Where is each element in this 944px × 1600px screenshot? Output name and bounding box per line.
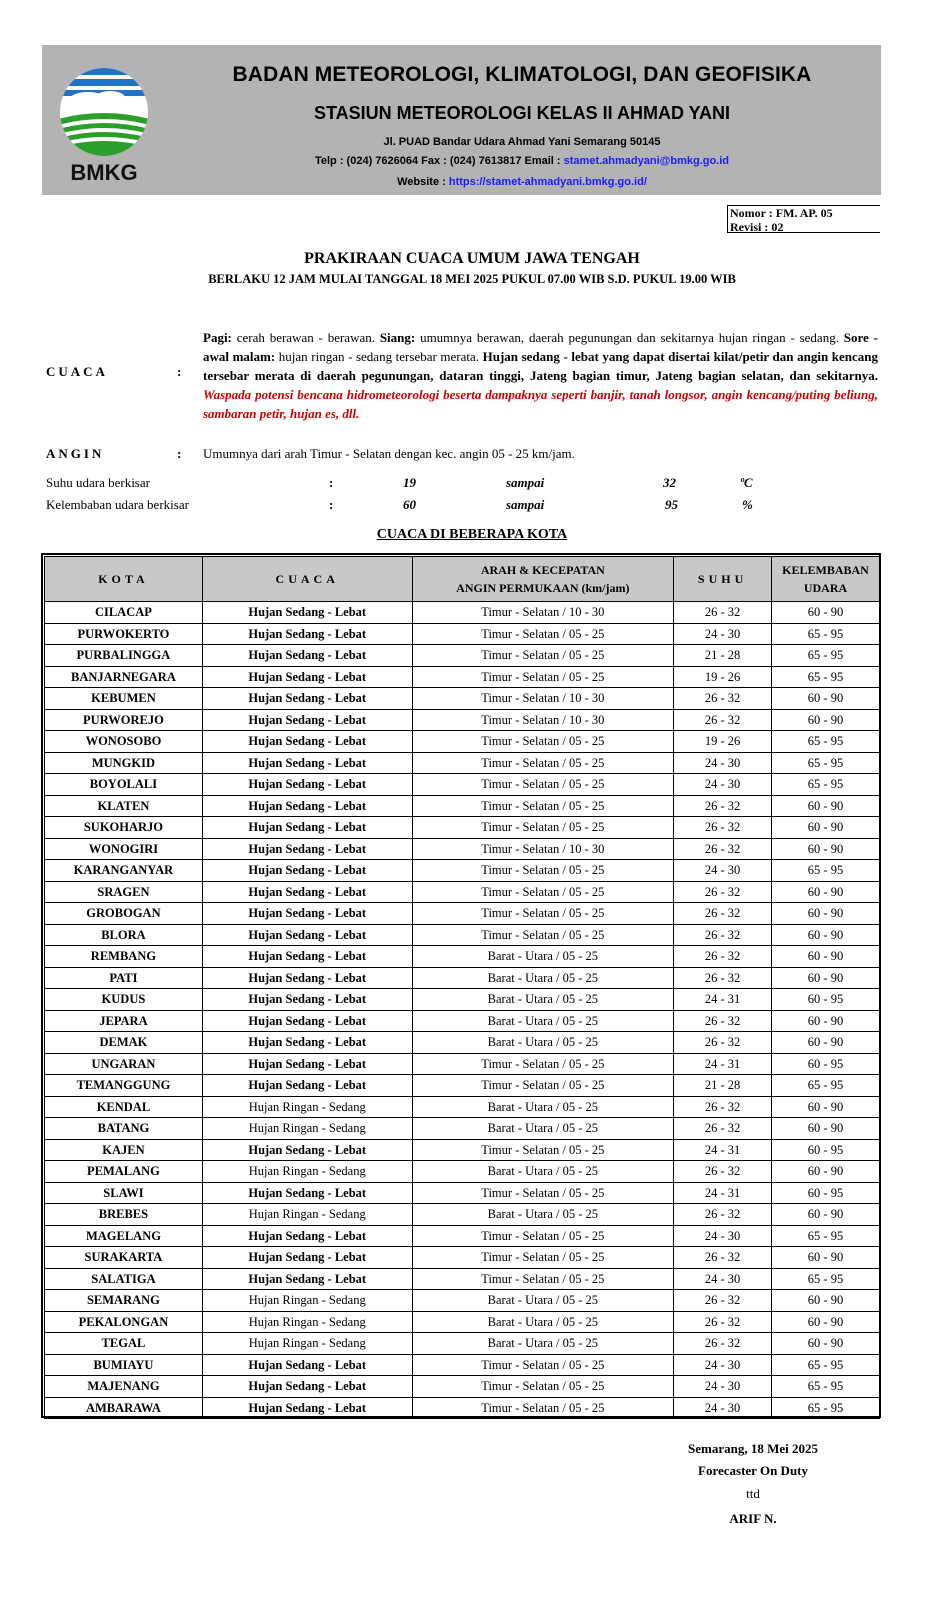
kelembaban-cell: 60 - 90 (772, 838, 880, 860)
suhu-cell: 26 - 32 (674, 795, 772, 817)
kelembaban-cell: 60 - 90 (772, 1290, 880, 1312)
angin-cell: Timur - Selatan / 05 - 25 (412, 903, 674, 925)
table-row (45, 709, 880, 731)
angin-cell: Barat - Utara / 05 - 25 (412, 1032, 674, 1054)
table-row (45, 1053, 880, 1075)
table-row (45, 817, 880, 839)
table-row (45, 1290, 880, 1312)
table-header-row (45, 557, 880, 602)
angin-cell: Timur - Selatan / 10 - 30 (412, 709, 674, 731)
section-title: CUACA DI BEBERAPA KOTA (376, 527, 568, 542)
bmkg-logo-icon (58, 67, 150, 187)
angin-label: ANGIN (46, 446, 105, 461)
header-cuaca: CUACA (202, 557, 412, 602)
angin-cell: Barat - Utara / 05 - 25 (412, 1290, 674, 1312)
suhu-cell: 26 - 32 (674, 1118, 772, 1140)
angin-cell: Timur - Selatan / 05 - 25 (412, 860, 674, 882)
suhu-cell: 26 - 32 (674, 817, 772, 839)
kota-cell: KAJEN (45, 1139, 203, 1161)
angin-colon: : (177, 446, 182, 461)
table-row (45, 795, 880, 817)
kelembaban-cell: 65 - 95 (772, 1354, 880, 1376)
angin-cell: Timur - Selatan / 05 - 25 (412, 881, 674, 903)
kelembaban-cell: 60 - 90 (772, 709, 880, 731)
kota-cell: KUDUS (45, 989, 203, 1011)
suhu-cell: 26 - 32 (674, 924, 772, 946)
kota-cell: SEMARANG (45, 1290, 203, 1312)
suhu-cell: 24 - 31 (674, 1139, 772, 1161)
table-row (45, 903, 880, 925)
kelembaban-colon: : (329, 497, 334, 512)
cuaca-cell: Hujan Sedang - Lebat (202, 1247, 412, 1269)
kelembaban-cell: 60 - 90 (772, 903, 880, 925)
cuaca-cell: Hujan Sedang - Lebat (202, 1268, 412, 1290)
suhu-label: Suhu udara berkisar (46, 475, 150, 490)
angin-cell: Timur - Selatan / 05 - 25 (412, 774, 674, 796)
cuaca-cell: Hujan Sedang - Lebat (202, 1139, 412, 1161)
sore-text: hujan ringan - sedang tersebar merata. (275, 349, 483, 364)
suhu-cell: 24 - 30 (674, 623, 772, 645)
cuaca-cell: Hujan Sedang - Lebat (202, 989, 412, 1011)
kelembaban-cell: 60 - 95 (772, 1139, 880, 1161)
angin-cell: Timur - Selatan / 05 - 25 (412, 1053, 674, 1075)
suhu-cell: 26 - 32 (674, 1096, 772, 1118)
kelembaban-cell: 60 - 90 (772, 1118, 880, 1140)
table-row (45, 1010, 880, 1032)
table-row (45, 1311, 880, 1333)
table-row (45, 1075, 880, 1097)
table-row (45, 1225, 880, 1247)
table-row (45, 924, 880, 946)
kelembaban-cell: 60 - 90 (772, 1096, 880, 1118)
cuaca-cell: Hujan Sedang - Lebat (202, 903, 412, 925)
suhu-cell: 24 - 30 (674, 774, 772, 796)
suhu-cell: 26 - 32 (674, 1032, 772, 1054)
footer-name: ARIF N. (729, 1511, 777, 1526)
website-link[interactable]: https://stamet-ahmadyani.bmkg.go.id/ (448, 176, 647, 188)
table-row (45, 860, 880, 882)
address: Jl. PUAD Bandar Udara Ahmad Yani Semarang 50145 (383, 136, 661, 148)
suhu-unit: ºC (740, 475, 753, 490)
cuaca-cell: Hujan Sedang - Lebat (202, 1075, 412, 1097)
kota-cell: TEMANGGUNG (45, 1075, 203, 1097)
table-row (45, 1397, 880, 1419)
suhu-cell: 26 - 32 (674, 1204, 772, 1226)
kelembaban-cell: 60 - 90 (772, 1032, 880, 1054)
table-row (45, 666, 880, 688)
cuaca-cell: Hujan Sedang - Lebat (202, 946, 412, 968)
website-line (182, 176, 862, 188)
kelembaban-label: Kelembaban udara berkisar (46, 497, 189, 512)
kota-cell: KENDAL (45, 1096, 203, 1118)
pagi-label: Pagi: (203, 330, 232, 345)
suhu-cell: 24 - 30 (674, 860, 772, 882)
angin-cell: Timur - Selatan / 05 - 25 (412, 1397, 674, 1419)
suhu-cell: 24 - 31 (674, 1182, 772, 1204)
table-row (45, 967, 880, 989)
suhu-colon: : (329, 475, 334, 490)
suhu-cell: 26 - 32 (674, 602, 772, 624)
header-kelembaban (772, 557, 880, 602)
suhu-cell: 26 - 32 (674, 1010, 772, 1032)
angin-cell: Timur - Selatan / 10 - 30 (412, 602, 674, 624)
letterhead (42, 45, 881, 195)
footer-role: Forecaster On Duty (698, 1463, 808, 1478)
table-row (45, 645, 880, 667)
angin-cell: Timur - Selatan / 05 - 25 (412, 645, 674, 667)
cuaca-cell: Hujan Sedang - Lebat (202, 1032, 412, 1054)
kelembaban-cell: 65 - 95 (772, 1376, 880, 1398)
table-body (45, 602, 880, 1419)
siang-text: umumnya berawan, daerah pegunungan dan sekitarnya hujan ringan - sedang. (415, 330, 844, 345)
suhu-cell: 26 - 32 (674, 967, 772, 989)
header-angin-line1: ARAH & KECEPATAN (480, 563, 605, 577)
table-row (45, 623, 880, 645)
cuaca-cell: Hujan Sedang - Lebat (202, 1053, 412, 1075)
angin-cell: Timur - Selatan / 05 - 25 (412, 817, 674, 839)
table-row (45, 752, 880, 774)
angin-cell: Barat - Utara / 05 - 25 (412, 1118, 674, 1140)
table-row (45, 838, 880, 860)
angin-cell: Barat - Utara / 05 - 25 (412, 967, 674, 989)
table-row (45, 1161, 880, 1183)
suhu-cell: 26 - 32 (674, 1311, 772, 1333)
station-name: STASIUN METEOROLOGI KELAS II AHMAD YANI (313, 103, 731, 123)
email-link[interactable]: stamet.ahmadyani@bmkg.go.id (563, 155, 730, 167)
kelembaban-cell: 65 - 95 (772, 1225, 880, 1247)
angin-cell: Timur - Selatan / 05 - 25 (412, 1354, 674, 1376)
angin-cell: Timur - Selatan / 05 - 25 (412, 1139, 674, 1161)
suhu-cell: 21 - 28 (674, 645, 772, 667)
table-row (45, 1333, 880, 1355)
cuaca-cell: Hujan Sedang - Lebat (202, 666, 412, 688)
kota-cell: KARANGANYAR (45, 860, 203, 882)
kota-cell: PEKALONGAN (45, 1311, 203, 1333)
suhu-cell: 19 - 26 (674, 666, 772, 688)
cuaca-cell: Hujan Sedang - Lebat (202, 1182, 412, 1204)
siang-label: Siang: (379, 330, 416, 345)
kota-cell: KEBUMEN (45, 688, 203, 710)
footer-signature: ttd (746, 1486, 760, 1501)
cuaca-cell: Hujan Sedang - Lebat (202, 774, 412, 796)
validity-period: BERLAKU 12 JAM MULAI TANGGAL 18 MEI 2025 PUKUL 07.00 WIB S.D. PUKUL 19.00 WIB (208, 272, 736, 286)
kelembaban-sampai: sampai (506, 497, 545, 512)
cuaca-cell: Hujan Sedang - Lebat (202, 1354, 412, 1376)
angin-cell: Barat - Utara / 05 - 25 (412, 1161, 674, 1183)
table-row (45, 1354, 880, 1376)
suhu-cell: 24 - 30 (674, 1225, 772, 1247)
suhu-min: 19 (403, 475, 416, 490)
kelembaban-cell: 65 - 95 (772, 666, 880, 688)
cuaca-cell: Hujan Sedang - Lebat (202, 1225, 412, 1247)
kota-cell: REMBANG (45, 946, 203, 968)
kelembaban-cell: 60 - 90 (772, 1204, 880, 1226)
angin-cell: Barat - Utara / 05 - 25 (412, 1204, 674, 1226)
table-row (45, 688, 880, 710)
table-row (45, 1118, 880, 1140)
kelembaban-unit: % (742, 497, 753, 512)
header-kota: KOTA (45, 557, 203, 602)
table-row (45, 774, 880, 796)
kota-cell: BANJARNEGARA (45, 666, 203, 688)
kota-cell: TEGAL (45, 1333, 203, 1355)
angin-cell: Timur - Selatan / 05 - 25 (412, 666, 674, 688)
cuaca-label: CUACA (46, 364, 108, 379)
kelembaban-cell: 60 - 90 (772, 946, 880, 968)
kota-cell: BLORA (45, 924, 203, 946)
angin-cell: Barat - Utara / 05 - 25 (412, 1010, 674, 1032)
kelembaban-cell: 65 - 95 (772, 860, 880, 882)
kelembaban-cell: 60 - 90 (772, 1247, 880, 1269)
kota-cell: PEMALANG (45, 1161, 203, 1183)
kota-cell: SALATIGA (45, 1268, 203, 1290)
angin-cell: Timur - Selatan / 05 - 25 (412, 924, 674, 946)
kelembaban-cell: 65 - 95 (772, 1268, 880, 1290)
suhu-cell: 26 - 32 (674, 688, 772, 710)
suhu-cell: 24 - 30 (674, 1397, 772, 1419)
kota-cell: MAJENANG (45, 1376, 203, 1398)
header-kelembaban-line2: UDARA (803, 581, 848, 595)
kota-cell: SUKOHARJO (45, 817, 203, 839)
hujan-lebat-text: Hujan sedang - lebat yang dapat disertai kilat/petir dan angin kencang tersebar merata di daerah pegunungan, dataran tinggi, Jateng bagian timur, Jateng bagian selatan, dan sekitarnya. (203, 349, 878, 383)
angin-cell: Timur - Selatan / 10 - 30 (412, 838, 674, 860)
cuaca-cell: Hujan Sedang - Lebat (202, 795, 412, 817)
suhu-cell: 26 - 32 (674, 881, 772, 903)
angin-cell: Barat - Utara / 05 - 25 (412, 1096, 674, 1118)
kota-cell: SLAWI (45, 1182, 203, 1204)
header-angin (412, 557, 674, 602)
suhu-cell: 26 - 32 (674, 903, 772, 925)
cuaca-cell: Hujan Sedang - Lebat (202, 709, 412, 731)
kelembaban-min: 60 (403, 497, 416, 512)
suhu-max: 32 (663, 475, 676, 490)
table-row (45, 1182, 880, 1204)
website-label: Website : (397, 176, 449, 188)
cuaca-colon: : (177, 364, 182, 379)
angin-cell: Timur - Selatan / 05 - 25 (412, 795, 674, 817)
cuaca-cell: Hujan Ringan - Sedang (202, 1118, 412, 1140)
angin-cell: Timur - Selatan / 05 - 25 (412, 1225, 674, 1247)
kota-cell: BATANG (45, 1118, 203, 1140)
pagi-text: cerah berawan - berawan. (231, 330, 380, 345)
form-revisi: Revisi : 02 (730, 220, 784, 234)
kelembaban-cell: 60 - 90 (772, 1010, 880, 1032)
kelembaban-cell: 65 - 95 (772, 774, 880, 796)
kelembaban-cell: 60 - 95 (772, 989, 880, 1011)
kota-cell: UNGARAN (45, 1053, 203, 1075)
kota-cell: BUMIAYU (45, 1354, 203, 1376)
table-row (45, 1096, 880, 1118)
header-kelembaban-line1: KELEMBABAN (782, 563, 869, 577)
kota-cell: WONOSOBO (45, 731, 203, 753)
angin-cell: Barat - Utara / 05 - 25 (412, 1333, 674, 1355)
kelembaban-cell: 60 - 95 (772, 1053, 880, 1075)
suhu-cell: 26 - 32 (674, 1290, 772, 1312)
kelembaban-cell: 60 - 90 (772, 688, 880, 710)
suhu-cell: 24 - 31 (674, 989, 772, 1011)
cuaca-cell: Hujan Sedang - Lebat (202, 881, 412, 903)
kota-cell: GROBOGAN (45, 903, 203, 925)
cuaca-cell: Hujan Ringan - Sedang (202, 1311, 412, 1333)
suhu-cell: 24 - 30 (674, 1376, 772, 1398)
table-row (45, 1032, 880, 1054)
kelembaban-max: 95 (665, 497, 678, 512)
kota-cell: SURAKARTA (45, 1247, 203, 1269)
logo-text: BMKG (70, 160, 138, 185)
suhu-cell: 26 - 32 (674, 1333, 772, 1355)
suhu-cell: 26 - 32 (674, 838, 772, 860)
table-row (45, 989, 880, 1011)
cuaca-cell: Hujan Sedang - Lebat (202, 1376, 412, 1398)
angin-cell: Barat - Utara / 05 - 25 (412, 989, 674, 1011)
angin-cell: Timur - Selatan / 05 - 25 (412, 1376, 674, 1398)
kota-cell: PURBALINGGA (45, 645, 203, 667)
cuaca-cell: Hujan Sedang - Lebat (202, 688, 412, 710)
cuaca-cell: Hujan Ringan - Sedang (202, 1333, 412, 1355)
page-title: PRAKIRAAN CUACA UMUM JAWA TENGAH (304, 250, 640, 267)
form-nomor: Nomor : FM. AP. 05 (730, 206, 833, 220)
cuaca-cell: Hujan Sedang - Lebat (202, 602, 412, 624)
suhu-cell: 21 - 28 (674, 1075, 772, 1097)
kota-cell: BREBES (45, 1204, 203, 1226)
kota-cell: MAGELANG (45, 1225, 203, 1247)
suhu-cell: 24 - 30 (674, 1268, 772, 1290)
angin-cell: Barat - Utara / 05 - 25 (412, 1311, 674, 1333)
cuaca-cell: Hujan Sedang - Lebat (202, 860, 412, 882)
cuaca-cell: Hujan Sedang - Lebat (202, 924, 412, 946)
angin-cell: Timur - Selatan / 05 - 25 (412, 1075, 674, 1097)
table-row (45, 1204, 880, 1226)
contact-line (182, 155, 862, 167)
angin-cell: Timur - Selatan / 05 - 25 (412, 623, 674, 645)
cuaca-cell: Hujan Sedang - Lebat (202, 623, 412, 645)
cuaca-cell: Hujan Ringan - Sedang (202, 1290, 412, 1312)
form-number-box (727, 205, 880, 233)
header-suhu: SUHU (674, 557, 772, 602)
kota-cell: KLATEN (45, 795, 203, 817)
kota-cell: CILACAP (45, 602, 203, 624)
cuaca-cell: Hujan Sedang - Lebat (202, 838, 412, 860)
kelembaban-cell: 65 - 95 (772, 1075, 880, 1097)
angin-cell: Timur - Selatan / 05 - 25 (412, 1247, 674, 1269)
kelembaban-cell: 60 - 90 (772, 1311, 880, 1333)
sore-label: Sore - awal malam: (203, 330, 878, 364)
header-angin-line2: ANGIN PERMUKAAN (km/jam) (456, 581, 630, 595)
cuaca-cell: Hujan Ringan - Sedang (202, 1204, 412, 1226)
kota-cell: DEMAK (45, 1032, 203, 1054)
table-row (45, 881, 880, 903)
kota-cell: PURWOKERTO (45, 623, 203, 645)
kelembaban-cell: 60 - 95 (772, 1182, 880, 1204)
kota-cell: PURWOREJO (45, 709, 203, 731)
angin-cell: Barat - Utara / 05 - 25 (412, 946, 674, 968)
cuaca-cell: Hujan Sedang - Lebat (202, 1397, 412, 1419)
angin-cell: Timur - Selatan / 10 - 30 (412, 688, 674, 710)
table-row (45, 1247, 880, 1269)
cuaca-cell: Hujan Sedang - Lebat (202, 752, 412, 774)
cuaca-cell: Hujan Sedang - Lebat (202, 817, 412, 839)
kelembaban-cell: 60 - 90 (772, 795, 880, 817)
kota-cell: MUNGKID (45, 752, 203, 774)
table-row (45, 1268, 880, 1290)
table-row (45, 602, 880, 624)
angin-cell: Timur - Selatan / 05 - 25 (412, 1182, 674, 1204)
kota-cell: WONOGIRI (45, 838, 203, 860)
kelembaban-cell: 65 - 95 (772, 1397, 880, 1419)
warning-text: Waspada potensi bencana hidrometeorologi beserta dampaknya seperti banjir, tanah longsor, angin kencang/puting beliung, sambaran petir, hujan es, dll. (203, 387, 878, 421)
kelembaban-cell: 60 - 90 (772, 924, 880, 946)
suhu-cell: 19 - 26 (674, 731, 772, 753)
kota-cell: JEPARA (45, 1010, 203, 1032)
cuaca-cell: Hujan Sedang - Lebat (202, 731, 412, 753)
cuaca-cell: Hujan Ringan - Sedang (202, 1161, 412, 1183)
kota-cell: PATI (45, 967, 203, 989)
angin-cell: Timur - Selatan / 05 - 25 (412, 752, 674, 774)
kota-cell: AMBARAWA (45, 1397, 203, 1419)
suhu-cell: 24 - 30 (674, 1354, 772, 1376)
suhu-cell: 26 - 32 (674, 709, 772, 731)
cuaca-cell: Hujan Sedang - Lebat (202, 967, 412, 989)
suhu-sampai: sampai (506, 475, 545, 490)
kelembaban-cell: 65 - 95 (772, 731, 880, 753)
table-row (45, 1376, 880, 1398)
footer-place-date: Semarang, 18 Mei 2025 (688, 1441, 818, 1456)
table-row (45, 946, 880, 968)
angin-description: Umumnya dari arah Timur - Selatan dengan kec. angin 05 - 25 km/jam. (203, 446, 575, 461)
kelembaban-cell: 65 - 95 (772, 752, 880, 774)
kelembaban-cell: 60 - 90 (772, 1161, 880, 1183)
kelembaban-cell: 60 - 90 (772, 881, 880, 903)
kelembaban-cell: 60 - 90 (772, 1333, 880, 1355)
suhu-cell: 26 - 32 (674, 1247, 772, 1269)
cuaca-cell: Hujan Sedang - Lebat (202, 1010, 412, 1032)
org-name: BADAN METEOROLOGI, KLIMATOLOGI, DAN GEOFISIKA (232, 63, 812, 86)
kelembaban-cell: 60 - 90 (772, 967, 880, 989)
cuaca-cell: Hujan Ringan - Sedang (202, 1096, 412, 1118)
angin-cell: Timur - Selatan / 05 - 25 (412, 731, 674, 753)
suhu-cell: 24 - 30 (674, 752, 772, 774)
kelembaban-cell: 60 - 90 (772, 602, 880, 624)
cuaca-cell: Hujan Sedang - Lebat (202, 645, 412, 667)
suhu-cell: 26 - 32 (674, 1161, 772, 1183)
angin-cell: Timur - Selatan / 05 - 25 (412, 1268, 674, 1290)
city-forecast-table (41, 553, 881, 1418)
kota-cell: SRAGEN (45, 881, 203, 903)
suhu-cell: 24 - 31 (674, 1053, 772, 1075)
kelembaban-cell: 60 - 90 (772, 817, 880, 839)
kota-cell: BOYOLALI (45, 774, 203, 796)
table-row (45, 1139, 880, 1161)
contact-text: Telp : (024) 7626064 Fax : (024) 7613817 Email : (314, 155, 564, 167)
cuaca-description (203, 328, 878, 423)
suhu-cell: 26 - 32 (674, 946, 772, 968)
kelembaban-cell: 65 - 95 (772, 623, 880, 645)
table-row (45, 731, 880, 753)
kelembaban-cell: 65 - 95 (772, 645, 880, 667)
